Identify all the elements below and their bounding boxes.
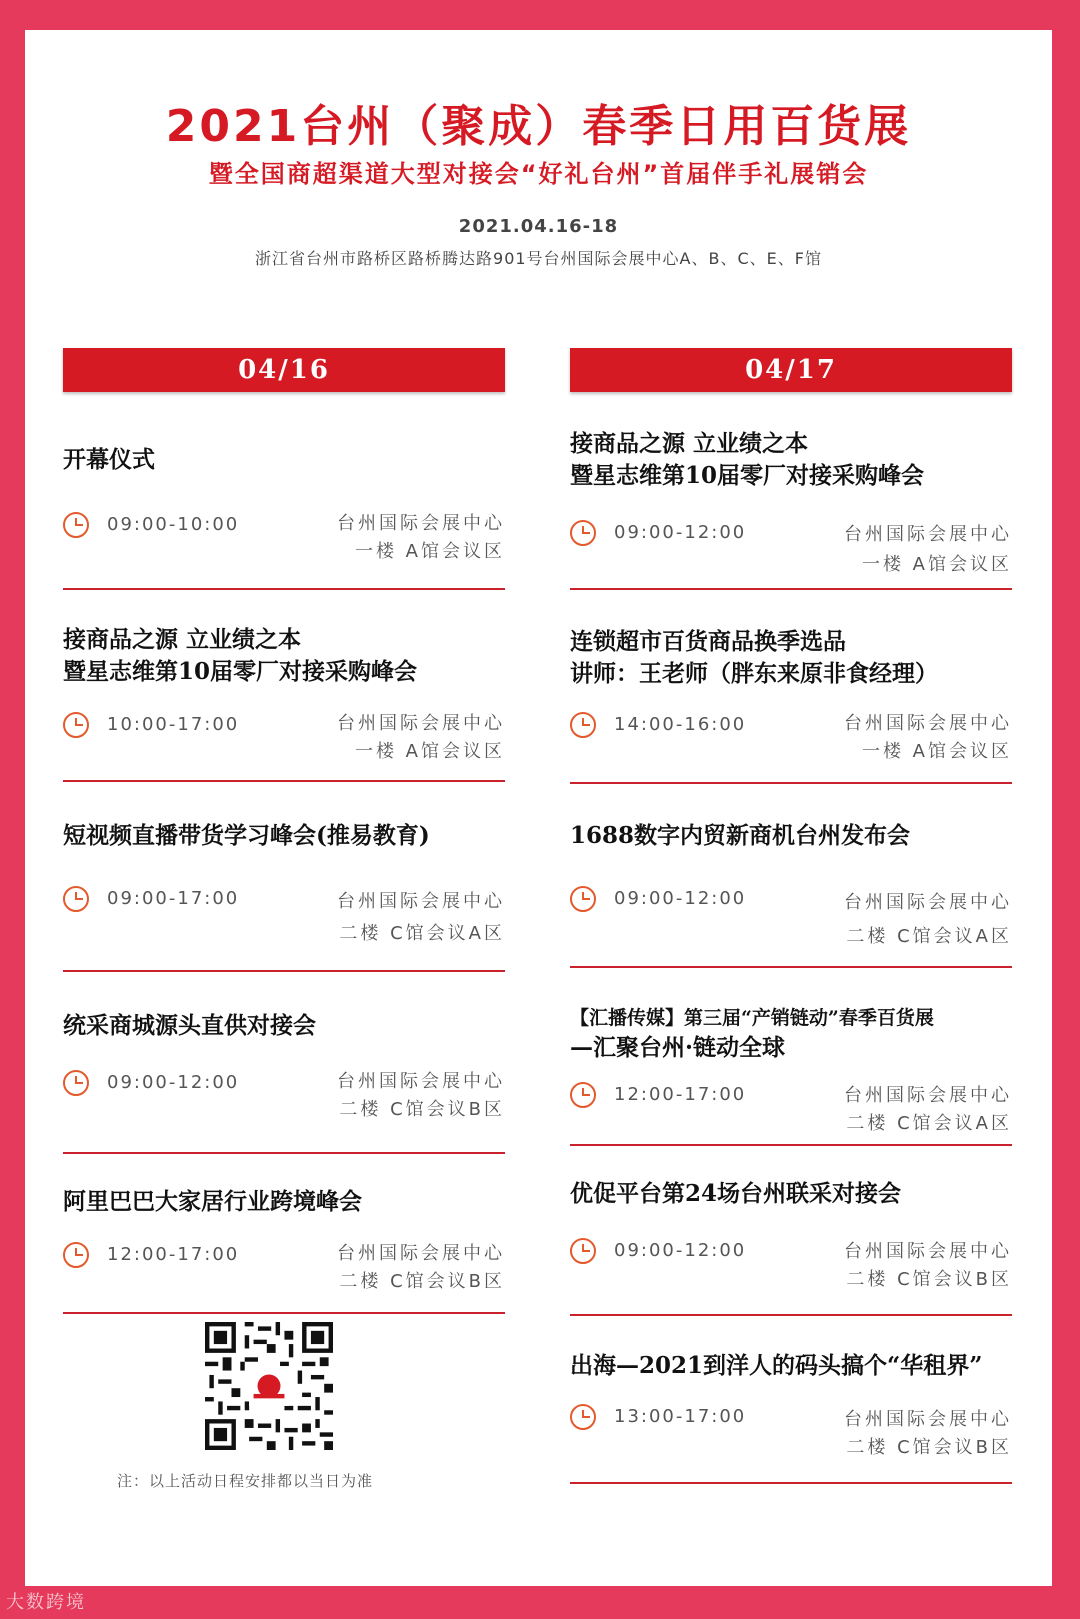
day-header-0416: 04/16 — [63, 348, 505, 392]
clock-icon — [570, 712, 596, 738]
event-date: 2021.04.16-18 — [458, 216, 619, 237]
event-time: 09:00-12:00 — [614, 1240, 747, 1261]
schedule-item — [570, 968, 1012, 1146]
event-title: 短视频直播带货学习峰会(推易教育) — [63, 822, 430, 849]
clock-icon — [63, 512, 89, 538]
clock-icon — [63, 886, 89, 912]
event-title: 统采商城源头直供对接会 — [63, 1012, 316, 1039]
watermark: 大数跨境 — [6, 1592, 86, 1613]
event-time: 14:00-16:00 — [614, 714, 747, 735]
qr-code-image — [205, 1322, 333, 1450]
event-venue: 台州国际会展中心 一楼 A馆会议区 — [844, 713, 1012, 762]
clock-icon — [570, 520, 596, 546]
event-title-line-2: 讲师：王老师（胖东来原非食经理） — [570, 660, 938, 687]
event-venue: 台州国际会展中心 二楼 C馆会议A区 — [844, 892, 1012, 947]
schedule-item — [63, 782, 505, 972]
event-venue: 台州国际会展中心 二楼 C馆会议A区 — [844, 1085, 1012, 1134]
event-title: 出海—2021到洋人的码头搞个“华租界” — [570, 1352, 983, 1379]
event-title-line-1: 连锁超市百货商品换季选品 — [570, 628, 846, 655]
schedule-item — [570, 426, 1012, 590]
schedule-item — [570, 1146, 1012, 1316]
event-address: 浙江省台州市路桥区路桥腾达路901号台州国际会展中心A、B、C、E、F馆 — [255, 249, 822, 268]
clock-icon — [63, 1070, 89, 1096]
event-title: 优促平台第24场台州联采对接会 — [570, 1180, 902, 1207]
page-title: 2021台州（聚成）春季日用百货展 — [165, 101, 912, 152]
event-venue: 台州国际会展中心 二楼 C馆会议B区 — [337, 1243, 505, 1292]
clock-icon — [570, 1082, 596, 1108]
event-title-line-2: —汇聚台州·链动全球 — [570, 1034, 786, 1061]
clock-icon — [63, 1242, 89, 1268]
clock-icon — [570, 1238, 596, 1264]
event-venue: 台州国际会展中心 一楼 A馆会议区 — [337, 513, 505, 562]
event-venue: 台州国际会展中心 二楼 C馆会议A区 — [337, 891, 505, 944]
event-time: 13:00-17:00 — [614, 1406, 747, 1427]
schedule-item — [63, 426, 505, 590]
event-venue: 台州国际会展中心 二楼 C馆会议B区 — [337, 1071, 505, 1120]
poster-card — [25, 30, 1052, 1586]
event-title-line-2: 暨星志维第10届零厂对接采购峰会 — [570, 462, 925, 489]
event-time: 12:00-17:00 — [107, 1244, 240, 1265]
schedule-item — [63, 590, 505, 782]
schedule-day-0417 — [570, 348, 1012, 1458]
event-venue: 台州国际会展中心 一楼 A馆会议区 — [844, 524, 1012, 575]
event-time: 09:00-17:00 — [107, 888, 240, 909]
event-venue: 台州国际会展中心 二楼 C馆会议B区 — [844, 1241, 1012, 1290]
event-title: 开幕仪式 — [63, 446, 155, 473]
schedule-item — [570, 1316, 1012, 1484]
clock-icon — [570, 1404, 596, 1430]
event-time: 09:00-12:00 — [614, 888, 747, 909]
day-header-0417: 04/17 — [570, 348, 1012, 392]
event-venue: 台州国际会展中心 一楼 A馆会议区 — [337, 713, 505, 762]
page-subtitle: 暨全国商超渠道大型对接会“好礼台州”首届伴手礼展销会 — [208, 160, 869, 188]
event-title-line-1: 接商品之源 立业绩之本 — [63, 626, 302, 653]
schedule-item — [570, 784, 1012, 968]
schedule-item — [63, 972, 505, 1154]
event-time: 10:00-17:00 — [107, 714, 240, 735]
event-title: 阿里巴巴大家居行业跨境峰会 — [63, 1188, 362, 1215]
event-time: 09:00-12:00 — [107, 1072, 240, 1093]
clock-icon — [570, 886, 596, 912]
event-venue: 台州国际会展中心 二楼 C馆会议B区 — [844, 1409, 1012, 1458]
schedule-item — [570, 590, 1012, 784]
schedule-day-0416 — [63, 348, 505, 1292]
clock-icon — [63, 712, 89, 738]
event-title-line-1: 接商品之源 立业绩之本 — [570, 430, 809, 457]
event-time: 09:00-10:00 — [107, 514, 240, 535]
schedule-item — [63, 1154, 505, 1314]
event-time: 12:00-17:00 — [614, 1084, 747, 1105]
event-title-line-2: 暨星志维第10届零厂对接采购峰会 — [63, 658, 418, 685]
event-title: 1688数字内贸新商机台州发布会 — [570, 822, 911, 849]
footnote: 注：以上活动日程安排都以当日为准 — [117, 1472, 374, 1490]
event-time: 09:00-12:00 — [614, 522, 747, 543]
event-title-line-1: 【汇播传媒】第三届“产销链动”春季百货展 — [570, 1007, 934, 1029]
